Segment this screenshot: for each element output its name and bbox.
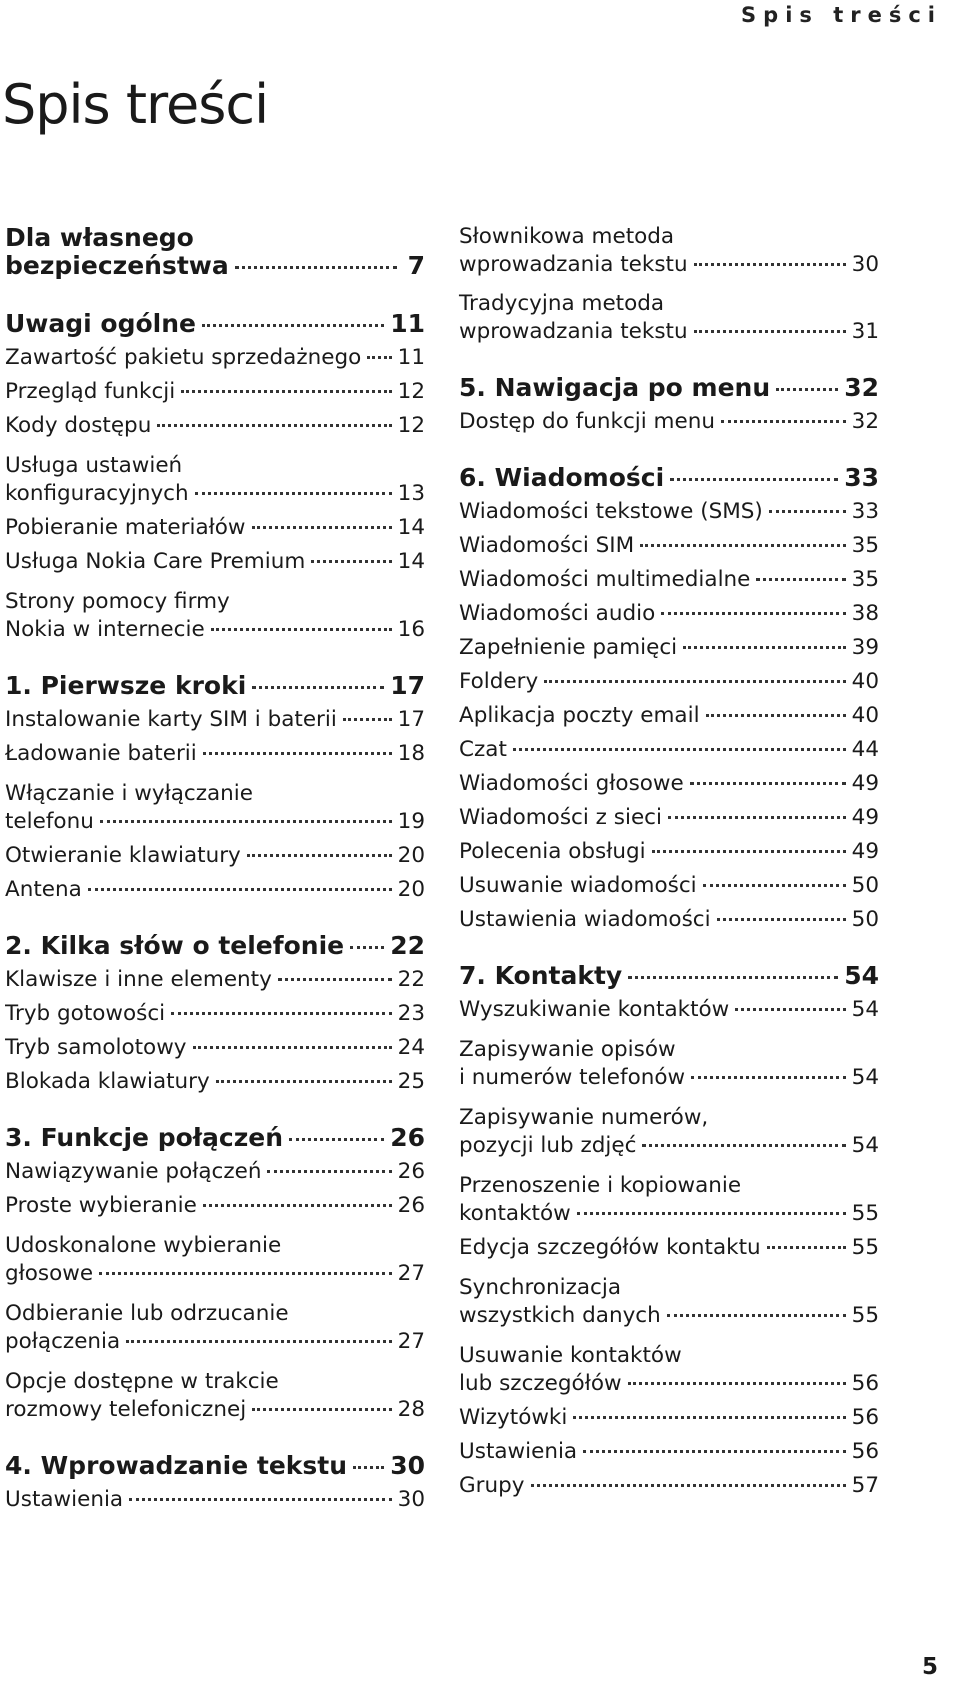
toc-page-number: 17: [397, 707, 425, 732]
toc-entry-first-line: Usługa ustawień: [5, 453, 183, 478]
toc-entry[interactable]: [459, 1468, 879, 1504]
toc-entry[interactable]: [459, 404, 879, 440]
toc-entry-title: Nawiązywanie połączeń: [5, 1159, 262, 1184]
toc-chapter-entry[interactable]: [5, 928, 425, 964]
toc-page-number: 50: [851, 907, 879, 932]
toc-page-number: 28: [397, 1397, 425, 1422]
dot-leader: [577, 1212, 846, 1215]
toc-entry[interactable]: [5, 1256, 425, 1292]
toc-entry[interactable]: [5, 1324, 425, 1360]
toc-page-number: 25: [397, 1069, 425, 1094]
toc-entry-title: Usuwanie wiadomości: [459, 873, 697, 898]
toc-entry-title: Antena: [5, 877, 82, 902]
toc-page-number: 12: [397, 413, 425, 438]
toc-page-number: 32: [844, 373, 879, 402]
toc-entry-title: Zawartość pakietu sprzedażnego: [5, 345, 362, 370]
toc-entry[interactable]: [459, 1400, 879, 1436]
toc-entry-title: głosowe: [5, 1261, 94, 1286]
toc-entry-first-line: Synchronizacja: [459, 1275, 621, 1300]
toc-entry-title: Tryb gotowości: [5, 1001, 166, 1026]
toc-page-number: 26: [397, 1159, 425, 1184]
toc-entry[interactable]: [5, 838, 425, 874]
toc-entry[interactable]: [459, 528, 879, 564]
toc-page-number: 56: [851, 1405, 879, 1430]
toc-entry[interactable]: [5, 804, 425, 840]
dot-leader: [216, 1080, 392, 1083]
dot-leader: [668, 816, 846, 819]
toc-entry[interactable]: [5, 1154, 425, 1190]
toc-entry[interactable]: [459, 1230, 879, 1266]
toc-entry-title: Klawisze i inne elementy: [5, 967, 272, 992]
toc-entry-first-line: Słownikowa metoda: [459, 224, 675, 249]
toc-page-number: 14: [397, 549, 425, 574]
toc-page-number: 56: [851, 1439, 879, 1464]
dot-leader: [126, 1340, 391, 1343]
toc-entry[interactable]: [459, 902, 879, 938]
toc-page-number: 26: [397, 1193, 425, 1218]
page-title: Spis treści: [2, 73, 269, 136]
toc-page-number: 44: [851, 737, 879, 762]
toc-entry[interactable]: [459, 314, 879, 350]
toc-entry-title: rozmowy telefonicznej: [5, 1397, 247, 1422]
toc-chapter-entry[interactable]: [5, 668, 425, 704]
dot-leader: [703, 884, 846, 887]
toc-entry-first-line: Włączanie i wyłączanie: [5, 781, 253, 806]
toc-entry[interactable]: [5, 702, 425, 738]
toc-entry-title: Otwieranie klawiatury: [5, 843, 241, 868]
toc-entry-title: połączenia: [5, 1329, 121, 1354]
toc-entry-title: Proste wybieranie: [5, 1193, 197, 1218]
toc-entry[interactable]: [5, 1030, 425, 1066]
toc-chapter-entry[interactable]: [5, 248, 425, 284]
toc-entry[interactable]: [5, 872, 425, 908]
toc-page-number: 55: [851, 1235, 879, 1260]
dot-leader: [252, 526, 392, 529]
toc-page-number: 22: [397, 967, 425, 992]
dot-leader: [691, 1076, 846, 1079]
toc-page-number: 18: [397, 741, 425, 766]
toc-entry[interactable]: [459, 562, 879, 598]
toc-entry-title: 4. Wprowadzanie tekstu: [5, 1451, 348, 1480]
dot-leader: [100, 820, 392, 823]
toc-entry-title: Zapełnienie pamięci: [459, 635, 678, 660]
toc-entry-title: Wiadomości SIM: [459, 533, 635, 558]
toc-entry[interactable]: [5, 408, 425, 444]
toc-page-number: 27: [397, 1329, 425, 1354]
dot-leader: [247, 854, 392, 857]
toc-entry-title: Wizytówki: [459, 1405, 568, 1430]
toc-page-number: 12: [397, 379, 425, 404]
toc-entry[interactable]: [459, 630, 879, 666]
dot-leader: [735, 1008, 845, 1011]
toc-page-number: 24: [397, 1035, 425, 1060]
toc-page-number: 57: [851, 1473, 879, 1498]
toc-page-number: 55: [851, 1303, 879, 1328]
toc-entry-title: konfiguracyjnych: [5, 481, 189, 506]
toc-entry-title: Foldery: [459, 669, 539, 694]
toc-entry-title: Dostęp do funkcji menu: [459, 409, 715, 434]
toc-page-number: 26: [390, 1123, 425, 1152]
page-number: 5: [921, 1654, 938, 1680]
toc-entry-title: 2. Kilka słów o telefonie: [5, 931, 345, 960]
toc-page-number: 49: [851, 805, 879, 830]
toc-entry-title: Wiadomości multimedialne: [459, 567, 751, 592]
dot-leader: [690, 782, 846, 785]
dot-leader: [573, 1416, 845, 1419]
toc-entry[interactable]: [5, 962, 425, 998]
dot-leader: [252, 686, 384, 689]
toc-entry-title: Przegląd funkcji: [5, 379, 176, 404]
dot-leader: [706, 714, 846, 717]
toc-entry[interactable]: [5, 340, 425, 376]
dot-leader: [311, 560, 391, 563]
toc-page-number: 35: [851, 533, 879, 558]
dot-leader: [235, 266, 397, 269]
dot-leader: [642, 1144, 845, 1147]
dot-leader: [776, 388, 838, 391]
toc-page-number: 33: [851, 499, 879, 524]
toc-entry[interactable]: [5, 1482, 425, 1518]
toc-entry[interactable]: [5, 544, 425, 580]
toc-entry-title: Czat: [459, 737, 507, 762]
toc-entry-title: lub szczegółów: [459, 1371, 622, 1396]
toc-page-number: 20: [397, 877, 425, 902]
dot-leader: [171, 1012, 392, 1015]
toc-entry-title: Wiadomości z sieci: [459, 805, 662, 830]
dot-leader: [769, 510, 846, 513]
dot-leader: [694, 263, 846, 266]
toc-page-number: 16: [397, 617, 425, 642]
dot-leader: [211, 628, 392, 631]
toc-page-number: 40: [851, 703, 879, 728]
toc-entry[interactable]: [459, 992, 879, 1028]
toc-page-number: 32: [851, 409, 879, 434]
toc-entry-title: Polecenia obsługi: [459, 839, 646, 864]
toc-chapter-entry[interactable]: [5, 1120, 425, 1156]
toc-page-number: 22: [390, 931, 425, 960]
toc-entry-first-line: Dla własnego: [5, 223, 194, 252]
toc-entry[interactable]: [459, 247, 879, 283]
toc-page-number: 40: [851, 669, 879, 694]
toc-entry-title: wprowadzania tekstu: [459, 319, 688, 344]
toc-page-number: 31: [851, 319, 879, 344]
toc-page-number: 54: [851, 997, 879, 1022]
toc-entry[interactable]: [459, 494, 879, 530]
toc-entry-title: Ustawienia: [459, 1439, 578, 1464]
toc-page-number: 35: [851, 567, 879, 592]
toc-entry-first-line: Zapisywanie opisów: [459, 1037, 676, 1062]
toc-entry[interactable]: [459, 766, 879, 802]
toc-chapter-entry[interactable]: [459, 958, 879, 994]
toc-entry[interactable]: [459, 1196, 879, 1232]
toc-entry-title: Uwagi ogólne: [5, 309, 197, 338]
toc-entry-title: 3. Funkcje połączeń: [5, 1123, 284, 1152]
toc-entry[interactable]: [459, 596, 879, 632]
toc-entry-title: 7. Kontakty: [459, 961, 623, 990]
toc-page-number: 54: [851, 1065, 879, 1090]
dot-leader: [767, 1246, 846, 1249]
toc-entry-title: Wiadomości audio: [459, 601, 656, 626]
toc-page-number: 38: [851, 601, 879, 626]
toc-page-number: 30: [851, 252, 879, 277]
toc-entry-title: Blokada klawiatury: [5, 1069, 210, 1094]
toc-entry[interactable]: [5, 996, 425, 1032]
dot-leader: [181, 390, 391, 393]
toc-chapter-entry[interactable]: [5, 1448, 425, 1484]
dot-leader: [289, 1138, 384, 1141]
toc-entry-title: bezpieczeństwa: [5, 251, 229, 280]
dot-leader: [544, 680, 845, 683]
dot-leader: [531, 1484, 846, 1487]
toc-entry-title: Edycja szczegółów kontaktu: [459, 1235, 761, 1260]
dot-leader: [513, 748, 846, 751]
toc-entry[interactable]: [459, 868, 879, 904]
dot-leader: [367, 356, 391, 359]
toc-entry[interactable]: [5, 1392, 425, 1428]
toc-entry-title: 1. Pierwsze kroki: [5, 671, 247, 700]
toc-entry-title: Wiadomości głosowe: [459, 771, 684, 796]
toc-entry[interactable]: [459, 1366, 879, 1402]
toc-entry-title: i numerów telefonów: [459, 1065, 686, 1090]
toc-entry-title: Aplikacja poczty email: [459, 703, 700, 728]
dot-leader: [628, 976, 838, 979]
toc-page-number: 54: [844, 961, 879, 990]
toc-entry[interactable]: [5, 374, 425, 410]
dot-leader: [661, 612, 845, 615]
toc-entry-first-line: Opcje dostępne w trakcie: [5, 1369, 279, 1394]
dot-leader: [683, 646, 846, 649]
toc-page-number: 56: [851, 1371, 879, 1396]
toc-entry-first-line: Zapisywanie numerów,: [459, 1105, 709, 1130]
toc-page-number: 49: [851, 771, 879, 796]
toc-entry-title: 6. Wiadomości: [459, 463, 665, 492]
dot-leader: [129, 1498, 392, 1501]
toc-page-number: 39: [851, 635, 879, 660]
toc-entry[interactable]: [459, 664, 879, 700]
dot-leader: [353, 1466, 384, 1469]
dot-leader: [670, 478, 838, 481]
toc-page-number: 27: [397, 1261, 425, 1286]
toc-entry-title: Ustawienia: [5, 1487, 124, 1512]
dot-leader: [252, 1408, 391, 1411]
toc-page-number: 30: [397, 1487, 425, 1512]
dot-leader: [343, 718, 392, 721]
toc-entry[interactable]: [5, 476, 425, 512]
toc-entry-title: telefonu: [5, 809, 94, 834]
toc-entry-title: Nokia w internecie: [5, 617, 205, 642]
dot-leader: [350, 946, 384, 949]
dot-leader: [88, 888, 392, 891]
toc-page-number: 19: [397, 809, 425, 834]
toc-entry[interactable]: [459, 1128, 879, 1164]
toc-page-number: 13: [397, 481, 425, 506]
toc-entry[interactable]: [459, 834, 879, 870]
toc-entry-title: Kody dostępu: [5, 413, 152, 438]
toc-chapter-entry[interactable]: [459, 460, 879, 496]
dot-leader: [203, 1204, 392, 1207]
toc-entry-first-line: Przenoszenie i kopiowanie: [459, 1173, 742, 1198]
toc-page-number: 23: [397, 1001, 425, 1026]
toc-entry-title: wszystkich danych: [459, 1303, 661, 1328]
toc-entry-title: Ładowanie baterii: [5, 741, 197, 766]
toc-entry[interactable]: [5, 510, 425, 546]
toc-page-number: 30: [390, 1451, 425, 1480]
toc-entry-first-line: Strony pomocy firmy: [5, 589, 230, 614]
toc-page-number: 11: [397, 345, 425, 370]
dot-leader: [694, 330, 846, 333]
toc-entry-first-line: Usuwanie kontaktów: [459, 1343, 682, 1368]
toc-page-number: 55: [851, 1201, 879, 1226]
toc-entry[interactable]: [5, 1064, 425, 1100]
dot-leader: [278, 978, 392, 981]
running-header: Spis treści: [741, 3, 942, 27]
toc-page-number: 33: [844, 463, 879, 492]
dot-leader: [193, 1046, 392, 1049]
toc-entry-first-line: Tradycyjna metoda: [459, 291, 665, 316]
toc-entry[interactable]: [5, 1188, 425, 1224]
toc-entry-first-line: Odbieranie lub odrzucanie: [5, 1301, 289, 1326]
dot-leader: [756, 578, 845, 581]
toc-page-number: 14: [397, 515, 425, 540]
dot-leader: [667, 1314, 846, 1317]
dot-leader: [157, 424, 391, 427]
dot-leader: [717, 918, 846, 921]
toc-entry[interactable]: [459, 698, 879, 734]
toc-page-number: 50: [851, 873, 879, 898]
toc-chapter-entry[interactable]: [459, 370, 879, 406]
toc-entry-title: 5. Nawigacja po menu: [459, 373, 771, 402]
dot-leader: [267, 1170, 391, 1173]
dot-leader: [99, 1272, 392, 1275]
toc-entry-title: Wyszukiwanie kontaktów: [459, 997, 730, 1022]
toc-entry-title: pozycji lub zdjęć: [459, 1133, 637, 1158]
toc-entry[interactable]: [459, 800, 879, 836]
toc-entry-first-line: Udoskonalone wybieranie: [5, 1233, 282, 1258]
toc-page-number: 20: [397, 843, 425, 868]
toc-page-number: 7: [407, 251, 425, 280]
toc-entry-title: Ustawienia wiadomości: [459, 907, 711, 932]
toc-entry[interactable]: [459, 1298, 879, 1334]
toc-entry[interactable]: [459, 1060, 879, 1096]
toc-entry-title: Usługa Nokia Care Premium: [5, 549, 306, 574]
dot-leader: [203, 752, 392, 755]
toc-entry[interactable]: [459, 732, 879, 768]
toc-entry-title: wprowadzania tekstu: [459, 252, 688, 277]
dot-leader: [195, 492, 392, 495]
dot-leader: [721, 420, 846, 423]
toc-entry-title: Grupy: [459, 1473, 525, 1498]
toc-page-number: 54: [851, 1133, 879, 1158]
toc-entry-title: Tryb samolotowy: [5, 1035, 187, 1060]
toc-entry-title: Wiadomości tekstowe (SMS): [459, 499, 763, 524]
toc-entry-title: kontaktów: [459, 1201, 571, 1226]
dot-leader: [628, 1382, 846, 1385]
toc-chapter-entry[interactable]: [5, 306, 425, 342]
toc-page-number: 49: [851, 839, 879, 864]
dot-leader: [652, 850, 846, 853]
toc-page-number: 11: [390, 309, 425, 338]
toc-entry-title: Instalowanie karty SIM i baterii: [5, 707, 337, 732]
toc-page-number: 17: [390, 671, 425, 700]
toc-entry[interactable]: [5, 612, 425, 648]
toc-entry[interactable]: [459, 1434, 879, 1470]
dot-leader: [202, 324, 384, 327]
toc-entry-title: Pobieranie materiałów: [5, 515, 246, 540]
dot-leader: [583, 1450, 846, 1453]
toc-entry[interactable]: [5, 736, 425, 772]
dot-leader: [640, 544, 845, 547]
